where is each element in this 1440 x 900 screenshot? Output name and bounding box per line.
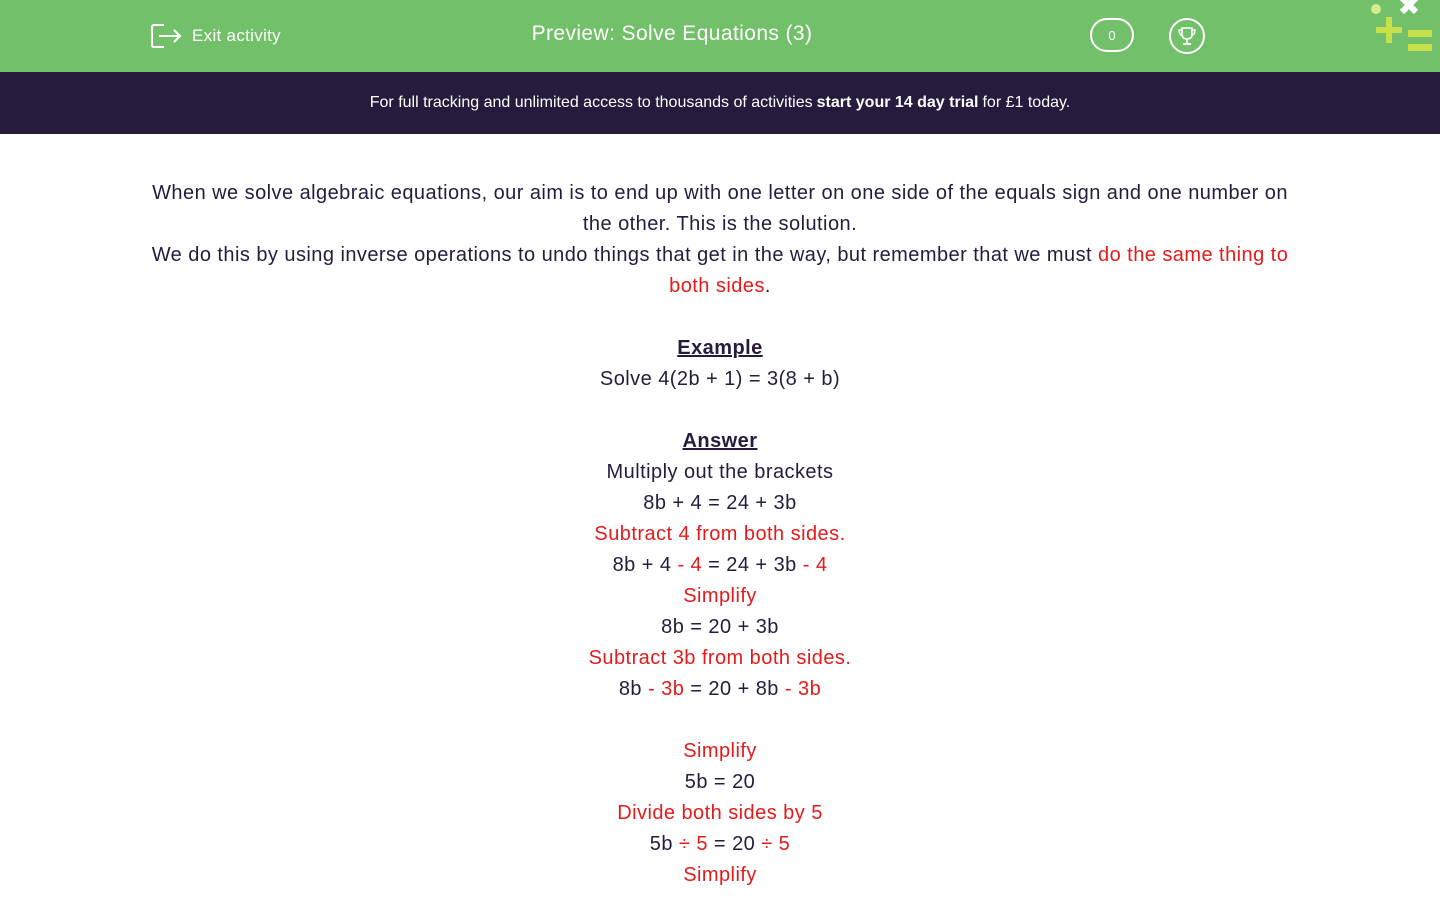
banner-text-after: for £1 today. [982,94,1071,111]
eq6-part-a: 5b [649,833,679,855]
example-question: Solve 4(2b + 1) = 3(8 + b) [599,368,841,390]
trial-banner [0,72,1440,134]
eq2-part-c: = 24 + 3b [702,554,803,576]
answer-step-5: Simplify [683,740,757,762]
score-value: 0 [1108,27,1116,43]
answer-step-3: Simplify [683,585,757,607]
eq2-part-d: - 4 [802,554,828,576]
trophy-button[interactable] [1169,18,1205,54]
explanation-content [150,178,1290,891]
eq4-part-a: 8b [618,678,649,700]
intro-line-2-text: We do this by using inverse operations to undo things that get in the way, but remember that we must [151,244,1099,266]
answer-equation-6 [150,829,1290,860]
answer-step-2: Subtract 4 from both sides. [594,523,846,545]
answer-equation-4 [150,674,1290,705]
page-title: Preview: Solve Equations (3) [531,22,813,45]
intro-line-2-end: . [764,275,771,297]
trial-link[interactable]: start your 14 day trial [816,94,979,111]
answer-equation-5: 5b = 20 [684,771,756,793]
eq4-part-d: - 3b [784,678,822,700]
eq4-part-c: = 20 + 8b [684,678,785,700]
top-bar [0,0,1440,72]
answer-step-1: Multiply out the brackets [606,461,834,483]
answer-equation-3: 8b = 20 + 3b [661,616,779,638]
answer-equation-1: 8b + 4 = 24 + 3b [643,492,797,514]
example-heading: Example [677,337,763,359]
eq4-part-b: - 3b [648,678,685,700]
eq6-part-c: = 20 [707,833,762,855]
eq6-part-b: ÷ 5 [678,833,708,855]
eq2-part-b: - 4 [677,554,703,576]
answer-step-4: Subtract 3b from both sides. [588,647,852,669]
banner-text-before: For full tracking and unlimited access to thousands of activities [369,94,813,111]
answer-step-7: Simplify [683,864,757,886]
answer-step-6: Divide both sides by 5 [617,802,823,824]
intro-line-2-highlight: do the same thing to both sides [669,244,1289,297]
eq6-part-d: ÷ 5 [761,833,791,855]
intro-line-2 [150,240,1290,302]
intro-line-1: When we solve algebraic equations, our aim is to end up with one letter on one side of the equals sign and one number on the other. This is the solution. [152,182,1288,235]
eq2-part-a: 8b + 4 [612,554,678,576]
edplace-logo-icon [1364,0,1440,60]
answer-equation-2 [150,550,1290,581]
trophy-icon [1176,25,1198,47]
score-badge [1090,18,1134,52]
exit-activity-label: Exit activity [192,26,281,45]
answer-heading: Answer [682,430,758,452]
